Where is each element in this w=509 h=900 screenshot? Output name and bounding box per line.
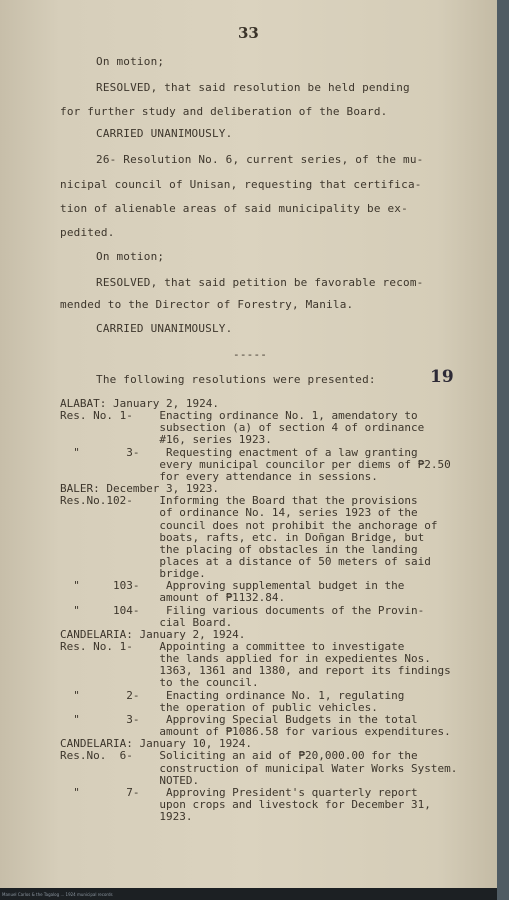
text-line: On motion; (96, 250, 165, 263)
list-line: Res.No.102- Informing the Board that the provisions (60, 494, 418, 507)
list-line: amount of ₱1132.84. (60, 591, 286, 604)
list-line: CANDELARIA: January 2, 1924. (60, 628, 246, 641)
list-line: subsection (a) of section 4 of ordinance (60, 421, 425, 434)
list-line: 1923. (60, 810, 193, 823)
list-line: of ordinance No. 14, series 1923 of the (60, 506, 418, 519)
list-line: #16, series 1923. (60, 433, 272, 446)
list-line: places at a distance of 50 meters of said (60, 555, 431, 568)
scan-edge (497, 0, 509, 900)
list-line: 1363, 1361 and 1380, and report its findings (60, 664, 451, 677)
list-line: bridge. (60, 567, 206, 580)
list-line: the operation of public vehicles. (60, 701, 378, 714)
list-line: the lands applied for in expedientes Nos. (60, 652, 431, 665)
text-line: mended to the Director of Forestry, Manila. (60, 298, 354, 311)
text-line: 26- Resolution No. 6, current series, of the mu- (96, 153, 424, 166)
list-line: for every attendance in sessions. (60, 470, 378, 483)
text-line: RESOLVED, that said resolution be held pending (96, 81, 410, 94)
page-number: 33 (238, 24, 259, 42)
list-line: CANDELARIA: January 10, 1924. (60, 737, 253, 750)
text-line: RESOLVED, that said petition be favorable recom- (96, 276, 424, 289)
intro-line: The following resolutions were presented: (96, 373, 376, 386)
list-line: NOTED. (60, 774, 200, 787)
separator: ----- (233, 348, 268, 361)
list-line: Res. No. 1- Enacting ordinance No. 1, amendatory to (60, 409, 418, 422)
text-line: tion of alienable areas of said municipality be ex- (60, 202, 408, 215)
list-line: " 104- Filing various documents of the Provin- (60, 604, 425, 617)
text-line: pedited. (60, 226, 115, 239)
text-line: nicipal council of Unisan, requesting that certifica- (60, 178, 422, 191)
list-line: Res.No. 6- Soliciting an aid of ₱20,000.00 for the (60, 749, 418, 762)
stamp-number: 19 (430, 367, 454, 387)
list-line: every municipal councilor per diems of ₱2.50 (60, 458, 451, 471)
list-line: amount of ₱1086.58 for various expenditures. (60, 725, 451, 738)
list-line: boats, rafts, etc. in Dоñgan Bridge, but (60, 531, 425, 544)
text-line: for further study and deliberation of the Board. (60, 105, 388, 118)
list-line: " 103- Approving supplemental budget in the (60, 579, 405, 592)
list-line: " 7- Approving President's quarterly report (60, 786, 418, 799)
list-line: BALER: December 3, 1923. (60, 482, 219, 495)
text-line: CARRIED UNANIMOUSLY. (96, 127, 233, 140)
list-line: council does not prohibit the anchorage of (60, 519, 438, 532)
list-line: " 3- Requesting enactment of a law granting (60, 446, 418, 459)
list-line: the placing of obstacles in the landing (60, 543, 418, 556)
text-line: On motion; (96, 55, 165, 68)
list-line: upon crops and livestock for December 31, (60, 798, 431, 811)
list-line: Res. No. 1- Appointing a committee to investigate (60, 640, 405, 653)
list-line: construction of municipal Water Works System. (60, 762, 458, 775)
list-line: to the council. (60, 676, 259, 689)
text-line: CARRIED UNANIMOUSLY. (96, 322, 233, 335)
list-line: " 3- Approving Special Budgets in the total (60, 713, 418, 726)
list-line: cial Board. (60, 616, 233, 629)
list-line: ALABAT: January 2, 1924. (60, 397, 219, 410)
list-line: " 2- Enacting ordinance No. 1, regulating (60, 689, 405, 702)
footer-text: Manuel Carlos & the Tagalog ... 1924 municipal records (2, 892, 113, 897)
